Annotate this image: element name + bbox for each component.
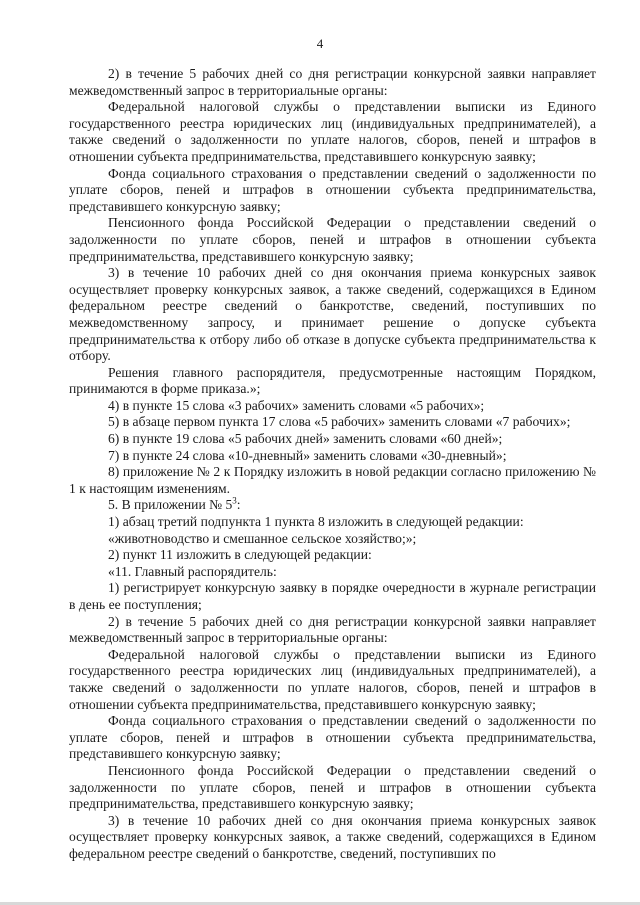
paragraph: «11. Главный распорядитель: xyxy=(108,563,277,579)
appendix-heading-prefix: 5. В приложении № 5 xyxy=(108,497,233,513)
paragraph: «животноводство и смешанное сельское хозяйство;»; xyxy=(108,530,417,546)
appendix-heading xyxy=(69,497,596,514)
paragraph: Федеральной налоговой службы о представлении выписки из Единого государственного реестра юридических лиц (индивидуальных предпринимателей), а также сведений о задолженности по уплате налогов, сборов, пеней и штрафов в отношении субъекта предпринимательства, представившего конкурсную заявку; xyxy=(69,646,596,712)
paragraph: 4) в пункте 15 слова «3 рабочих» заменить словами «5 рабочих»; xyxy=(108,397,485,413)
paragraph: 7) в пункте 24 слова «10-дневный» заменить словами «30-дневный»; xyxy=(108,447,507,463)
page-number: 4 xyxy=(316,36,324,51)
paragraph: 2) в течение 5 рабочих дней со дня регистрации конкурсной заявки направляет межведомственный запрос в территориальные органы: xyxy=(69,66,596,98)
paragraph: 5) в абзаце первом пункта 17 слова «5 рабочих» заменить словами «7 рабочих»; xyxy=(108,414,571,430)
paragraph: Фонда социального страхования о представлении сведений о задолженности по уплате сборов, пеней и штрафов в отношении субъекта предпринимательства, представившего конкурсную заявку; xyxy=(69,165,596,214)
paragraph: Федеральной налоговой службы о представлении выписки из Единого государственного реестра юридических лиц (индивидуальных предпринимателей), а также сведений о задолженности по уплате налогов, сборов, пеней и штрафов в отношении субъекта предпринимательства, представившего конкурсную заявку; xyxy=(69,99,596,164)
paragraph: 3) в течение 10 рабочих дней со дня окончания приема конкурсных заявок осуществляет проверку конкурсных заявок, а также сведений, содержащихся в Едином федеральном реестре сведений о банкротстве, сведений, поступивших по межведомственному запросу, и принимает решение о допуске субъекта предпринимательства к отбору либо об отказе в допуске субъекта предпринимательства к отбору. xyxy=(69,265,596,364)
paragraph: Пенсионного фонда Российской Федерации о представлении сведений о задолженности по уплате сборов, пеней и штрафов в отношении субъекта предпринимательства, представившего конкурсную заявку; xyxy=(69,215,596,264)
appendix-heading-suffix: : xyxy=(236,497,241,513)
paragraph: Пенсионного фонда Российской Федерации о представлении сведений о задолженности по уплате сборов, пеней и штрафов в отношении субъекта предпринимательства, представившего конкурсную заявку; xyxy=(69,762,596,812)
paragraph: 2) в течение 5 рабочих дней со дня регистрации конкурсной заявки направляет межведомственный запрос в территориальные органы: xyxy=(69,613,596,646)
paragraph: 2) пункт 11 изложить в следующей редакции: xyxy=(108,547,372,563)
paragraph: 1) абзац третий подпункта 1 пункта 8 изложить в следующей редакции: xyxy=(108,514,524,530)
paragraph: Решения главного распорядителя, предусмотренные настоящим Порядком, принимаются в форме приказа.»; xyxy=(69,364,596,397)
appendix-heading-superscript: 3 xyxy=(232,495,237,506)
paragraph: 8) приложение № 2 к Порядку изложить в новой редакции согласно приложению № 1 к настоящим изменениям. xyxy=(69,464,596,496)
paragraph: 1) регистрирует конкурсную заявку в порядке очередности в журнале регистрации в день ее поступления; xyxy=(69,580,596,612)
paragraph: Фонда социального страхования о представлении сведений о задолженности по уплате сборов, пеней и штрафов в отношении субъекта предпринимательства, представившего конкурсную заявку; xyxy=(69,713,596,762)
paragraph: 6) в пункте 19 слова «5 рабочих дней» заменить словами «60 дней»; xyxy=(108,431,503,447)
paragraph: 3) в течение 10 рабочих дней со дня окончания приема конкурсных заявок осуществляет проверку конкурсных заявок, а также сведений, содержащихся в Едином федеральном реестре сведений о банкротстве, сведений, поступивших по xyxy=(69,812,596,861)
document-body xyxy=(69,66,596,863)
